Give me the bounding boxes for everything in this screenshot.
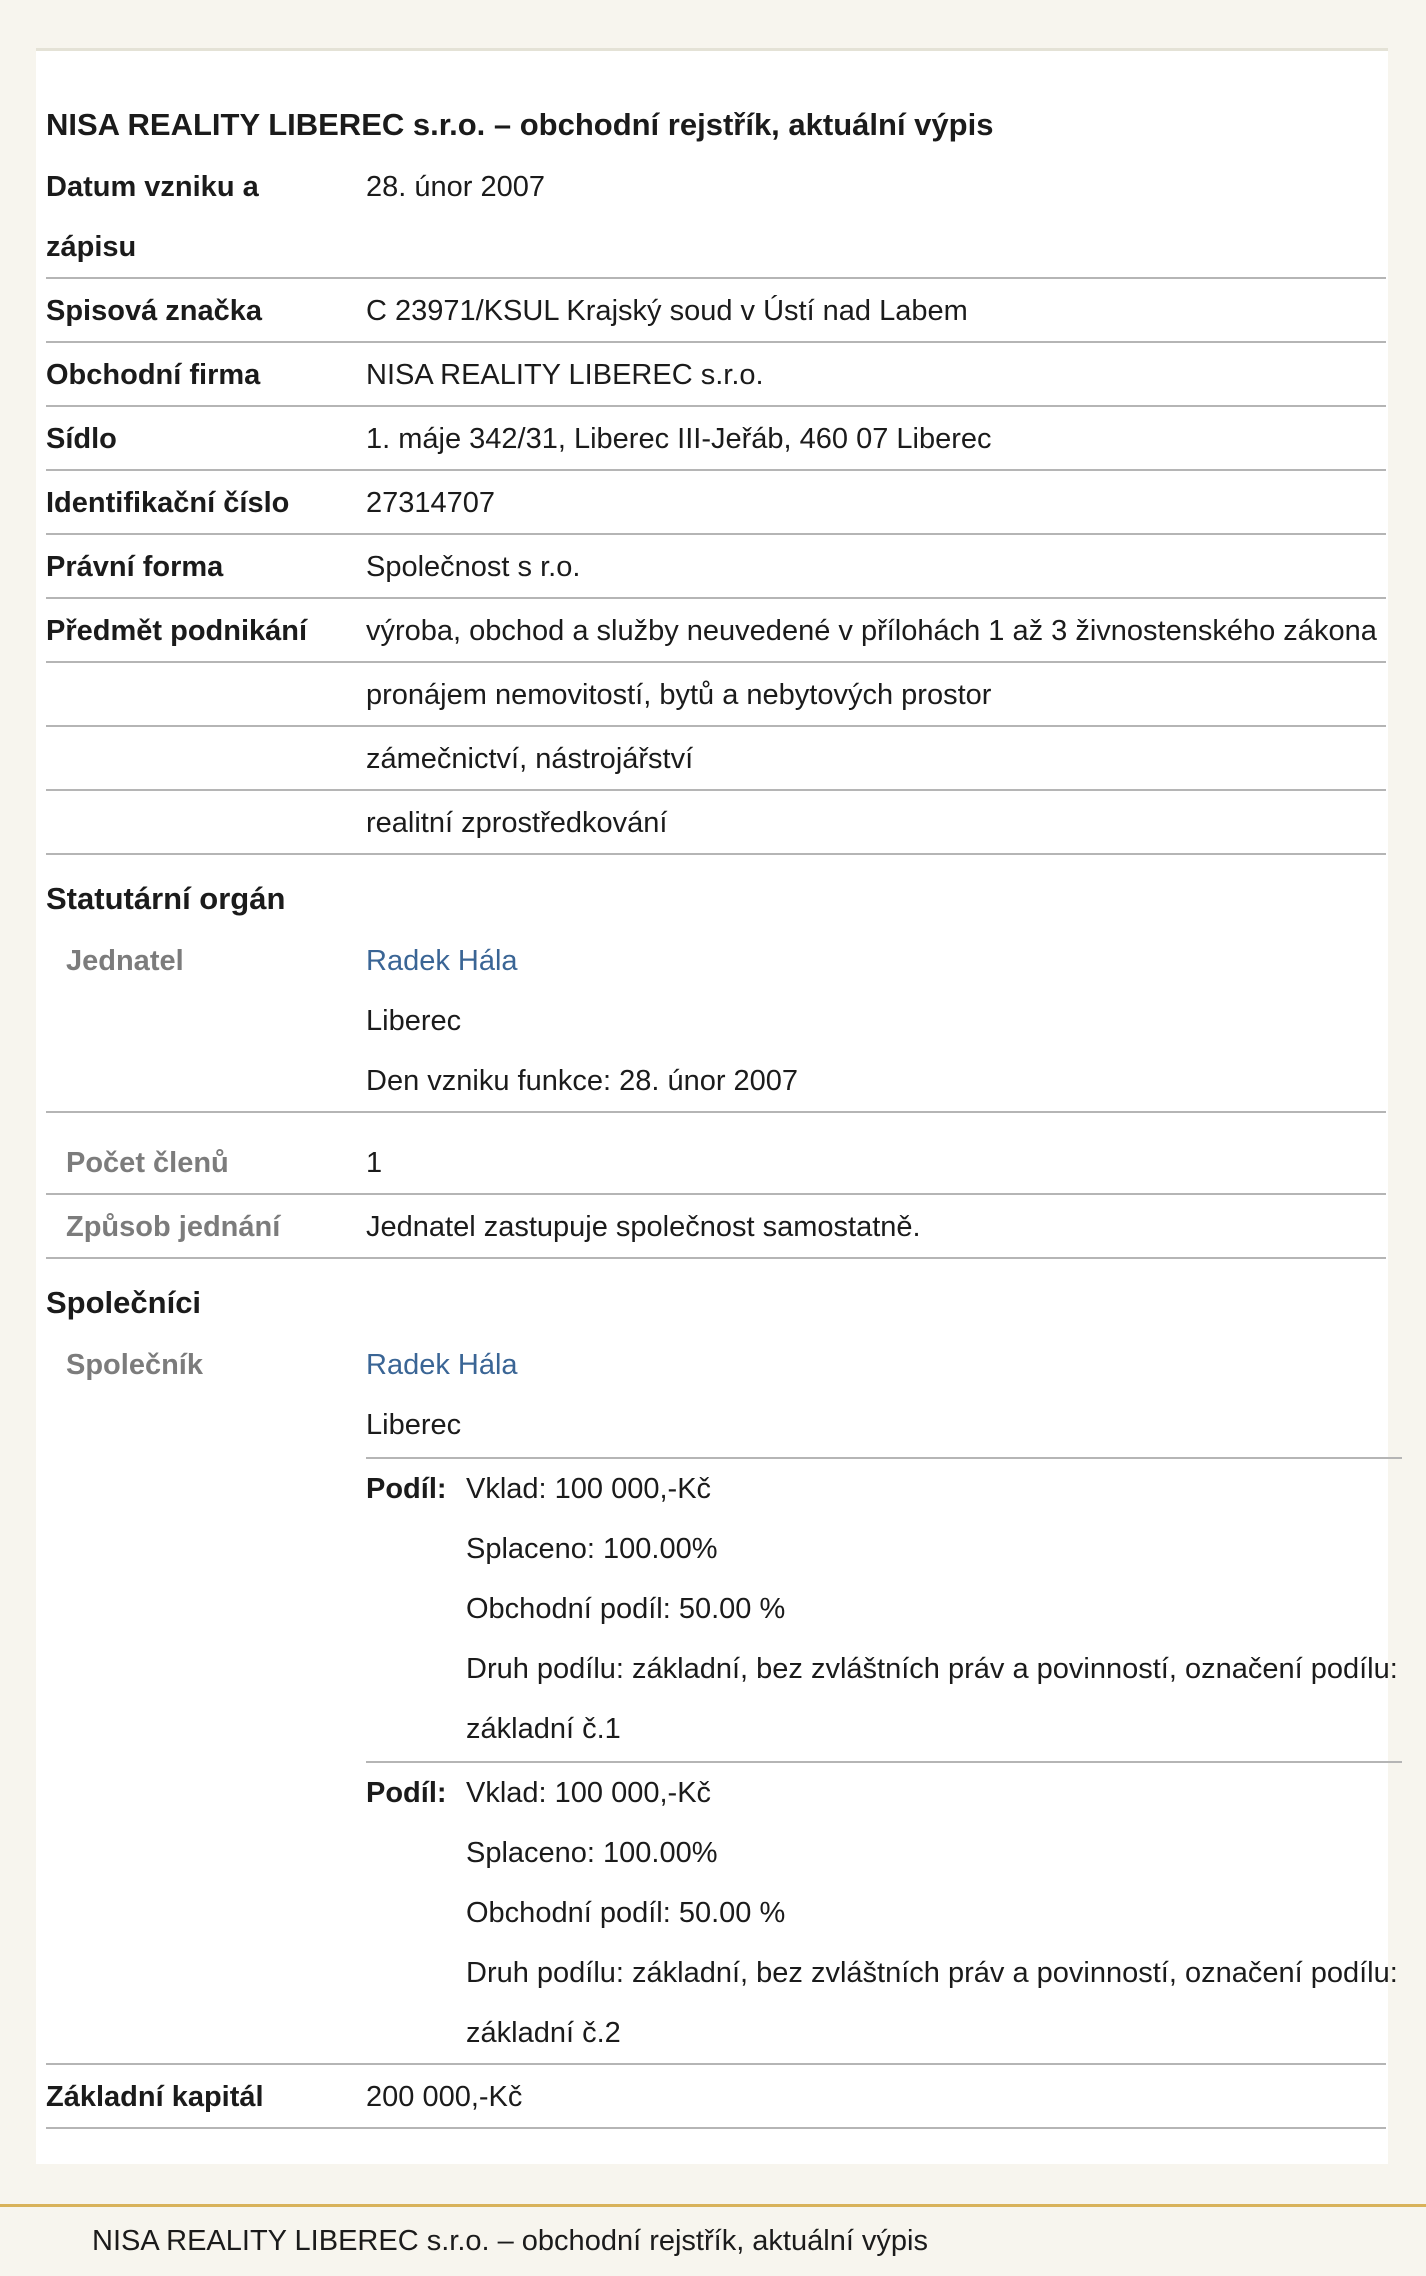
member-count-value: 1 <box>366 1147 383 1179</box>
shares-list <box>366 1457 1402 2063</box>
member-city: Liberec <box>366 1005 462 1037</box>
business-row <box>46 791 1386 855</box>
empty-label <box>46 663 366 725</box>
business-item: výroba, obchod a služby neuvedené v přílohách 1 až 3 živnostenského zákona <box>366 615 1377 647</box>
member-since: Den vzniku funkce: 28. únor 2007 <box>366 1065 799 1097</box>
member-label: Jednatel <box>66 945 184 977</box>
empty-label <box>46 727 366 789</box>
empty-label <box>46 791 366 853</box>
business-row <box>46 663 1386 727</box>
field-value: NISA REALITY LIBEREC s.r.o. <box>366 359 764 391</box>
capital-row <box>46 2065 1386 2129</box>
member-details <box>366 929 1386 1111</box>
statutory-member-row <box>46 929 1386 1113</box>
business-row <box>46 599 1386 663</box>
field-row-company-name <box>46 343 1386 407</box>
partner-label: Společník <box>66 1349 203 1381</box>
partner-city: Liberec <box>366 1409 462 1441</box>
footer-text: NISA REALITY LIBEREC s.r.o. – obchodní rejstřík, aktuální výpis <box>92 2225 929 2257</box>
field-row-seat <box>46 407 1386 471</box>
page-title: NISA REALITY LIBEREC s.r.o. – obchodní rejstřík, aktuální výpis <box>46 107 994 142</box>
member-count-row <box>46 1113 1386 1195</box>
field-value: Společnost s r.o. <box>366 551 581 583</box>
share-deposit: Vklad: 100 000,-Kč <box>466 1777 712 1809</box>
partner-name-link[interactable]: Radek Hála <box>366 1349 518 1381</box>
document-page <box>36 48 1398 2164</box>
field-label: Obchodní firma <box>46 359 261 391</box>
acting-value: Jednatel zastupuje společnost samostatně. <box>366 1211 921 1243</box>
business-row <box>46 727 1386 791</box>
field-value: C 23971/KSUL Krajský soud v Ústí nad Labem <box>366 295 968 327</box>
field-label: Sídlo <box>46 423 117 455</box>
share-item <box>366 1761 1402 2063</box>
share-business-share: Obchodní podíl: 50.00 % <box>466 1593 786 1625</box>
capital-value: 200 000,-Kč <box>366 2081 523 2113</box>
capital-label: Základní kapitál <box>46 2081 264 2113</box>
acting-row <box>46 1195 1386 1259</box>
acting-label: Způsob jednání <box>66 1211 281 1243</box>
share-paid: Splaceno: 100.00% <box>466 1837 718 1869</box>
share-type: Druh podílu: základní, bez zvláštních práv a povinností, označení podílu: základní č.2 <box>466 1957 1398 2049</box>
business-item: zámečnictví, nástrojářství <box>366 743 694 775</box>
field-row-id-number <box>46 471 1386 535</box>
share-label: Podíl: <box>366 1777 447 1809</box>
register-extract <box>46 95 1398 2129</box>
share-details <box>466 1459 1402 1759</box>
share-deposit: Vklad: 100 000,-Kč <box>466 1473 712 1505</box>
statutory-heading: Statutární orgán <box>46 881 286 916</box>
partners-heading: Společníci <box>46 1285 202 1320</box>
field-label: Spisová značka <box>46 295 262 327</box>
field-row-date <box>46 155 1386 279</box>
business-item: realitní zprostředkování <box>366 807 668 839</box>
field-row-file-number <box>46 279 1386 343</box>
member-count-label: Počet členů <box>66 1147 229 1179</box>
field-label: Identifikační číslo <box>46 487 290 519</box>
field-value: 28. únor 2007 <box>366 171 545 203</box>
share-details <box>466 1763 1402 2063</box>
field-label: Datum vzniku a zápisu <box>46 171 259 263</box>
member-name-link[interactable]: Radek Hála <box>366 945 518 977</box>
partner-details <box>366 1333 1402 2063</box>
share-type: Druh podílu: základní, bez zvláštních práv a povinností, označení podílu: základní č.1 <box>466 1653 1398 1745</box>
share-paid: Splaceno: 100.00% <box>466 1533 718 1565</box>
partner-row <box>46 1333 1398 2065</box>
share-item <box>366 1457 1402 1759</box>
page-footer <box>0 2204 1426 2276</box>
field-label: Právní forma <box>46 551 224 583</box>
business-item: pronájem nemovitostí, bytů a nebytových prostor <box>366 679 992 711</box>
share-label: Podíl: <box>366 1473 447 1505</box>
field-value: 1. máje 342/31, Liberec III-Jeřáb, 460 07 Liberec <box>366 423 992 455</box>
field-value: 27314707 <box>366 487 496 519</box>
business-label: Předmět podnikání <box>46 615 308 647</box>
field-row-legal-form <box>46 535 1386 599</box>
share-business-share: Obchodní podíl: 50.00 % <box>466 1897 786 1929</box>
